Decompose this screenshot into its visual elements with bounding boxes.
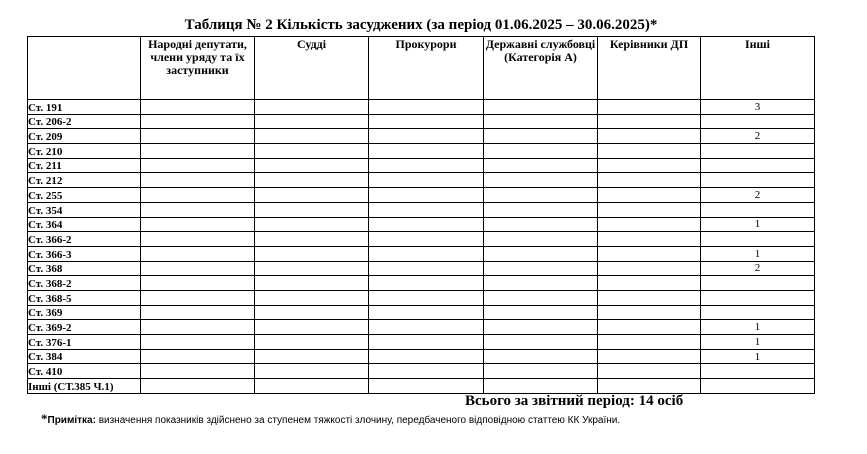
row-label: Ст. 255 xyxy=(28,188,141,203)
table-cell xyxy=(598,100,701,115)
row-label: Ст. 366-2 xyxy=(28,232,141,247)
table-cell xyxy=(141,335,255,350)
table-row xyxy=(28,158,815,173)
table-cell xyxy=(369,217,484,232)
table-cell xyxy=(484,261,598,276)
table-cell xyxy=(255,261,369,276)
table-cell xyxy=(255,144,369,159)
table-cell xyxy=(255,217,369,232)
table-cell xyxy=(598,305,701,320)
table-row xyxy=(28,100,815,115)
row-label: Ст. 369 xyxy=(28,305,141,320)
table-cell xyxy=(255,335,369,350)
table-cell xyxy=(255,305,369,320)
table-cell xyxy=(484,173,598,188)
table-cell: 2 xyxy=(701,129,815,144)
row-label: Ст. 410 xyxy=(28,364,141,379)
table-row xyxy=(28,144,815,159)
table-cell xyxy=(701,202,815,217)
table-cell xyxy=(255,290,369,305)
table-row xyxy=(28,364,815,379)
table-row xyxy=(28,305,815,320)
footnote xyxy=(41,412,620,428)
table-cell xyxy=(484,276,598,291)
row-label: Ст. 368-5 xyxy=(28,290,141,305)
table-cell xyxy=(141,100,255,115)
table-cell xyxy=(255,158,369,173)
row-label: Ст. 364 xyxy=(28,217,141,232)
table-cell xyxy=(255,188,369,203)
table-cell: 3 xyxy=(701,100,815,115)
table-cell xyxy=(598,114,701,129)
table-cell xyxy=(255,232,369,247)
row-label: Інші (СТ.385 Ч.1) xyxy=(28,379,141,394)
table-cell xyxy=(141,290,255,305)
table-cell xyxy=(255,276,369,291)
table-cell xyxy=(598,144,701,159)
table-row xyxy=(28,276,815,291)
table-cell xyxy=(484,202,598,217)
table-cell xyxy=(369,188,484,203)
table-row xyxy=(28,379,815,394)
table-cell xyxy=(701,158,815,173)
table-cell xyxy=(701,276,815,291)
table-cell xyxy=(484,232,598,247)
table-cell xyxy=(369,129,484,144)
table-cell xyxy=(484,246,598,261)
table-cell xyxy=(701,144,815,159)
convictions-table xyxy=(27,36,815,394)
table-cell xyxy=(255,320,369,335)
table-cell xyxy=(369,246,484,261)
table-cell xyxy=(484,114,598,129)
table-cell xyxy=(369,320,484,335)
column-header: Народні депутати, члени уряду та їх заступники xyxy=(141,37,255,100)
row-label: Ст. 369-2 xyxy=(28,320,141,335)
table-cell xyxy=(484,305,598,320)
table-cell xyxy=(598,232,701,247)
table-cell xyxy=(255,246,369,261)
table-cell xyxy=(369,202,484,217)
column-header: Інші xyxy=(701,37,815,100)
table-cell xyxy=(598,349,701,364)
table-cell xyxy=(701,232,815,247)
column-header: Судді xyxy=(255,37,369,100)
table-cell xyxy=(484,217,598,232)
row-label: Ст. 354 xyxy=(28,202,141,217)
table-cell xyxy=(255,173,369,188)
table-cell xyxy=(141,217,255,232)
table-title: Таблиця № 2 Кількість засуджених (за період 01.06.2025 – 30.06.2025)* xyxy=(184,17,658,33)
table-cell xyxy=(701,379,815,394)
footnote-label: Примітка: xyxy=(47,415,96,426)
column-header: Керівники ДП xyxy=(598,37,701,100)
row-label: Ст. 366-3 xyxy=(28,246,141,261)
table-cell xyxy=(598,320,701,335)
table-cell xyxy=(255,129,369,144)
table-cell xyxy=(598,261,701,276)
table-row xyxy=(28,335,815,350)
table-cell xyxy=(369,173,484,188)
row-label: Ст. 384 xyxy=(28,349,141,364)
table-cell xyxy=(141,320,255,335)
row-label: Ст. 206-2 xyxy=(28,114,141,129)
column-header: Державні службовці (Категорія А) xyxy=(484,37,598,100)
table-cell xyxy=(369,144,484,159)
table-row xyxy=(28,349,815,364)
table-cell xyxy=(598,335,701,350)
table-cell xyxy=(255,379,369,394)
row-label: Ст. 376-1 xyxy=(28,335,141,350)
table-row xyxy=(28,246,815,261)
table-cell xyxy=(598,276,701,291)
table-cell xyxy=(255,364,369,379)
table-row xyxy=(28,290,815,305)
table-cell xyxy=(598,188,701,203)
row-label: Ст. 209 xyxy=(28,129,141,144)
table-header-row xyxy=(28,37,815,100)
table-cell xyxy=(141,144,255,159)
table-cell xyxy=(141,246,255,261)
table-row xyxy=(28,173,815,188)
table-cell xyxy=(369,158,484,173)
row-label: Ст. 210 xyxy=(28,144,141,159)
table-cell: 1 xyxy=(701,349,815,364)
table-cell xyxy=(255,202,369,217)
table-cell xyxy=(484,100,598,115)
table-row xyxy=(28,188,815,203)
row-label: Ст. 191 xyxy=(28,100,141,115)
table-cell xyxy=(701,305,815,320)
table-cell xyxy=(141,173,255,188)
table-cell xyxy=(141,364,255,379)
table-cell xyxy=(484,349,598,364)
table-cell xyxy=(369,114,484,129)
table-cell xyxy=(369,232,484,247)
table-cell xyxy=(369,335,484,350)
footnote-text: визначення показників здійснено за ступенем тяжкості злочину, передбаченого відповідною статтею КК України. xyxy=(95,415,621,426)
table-cell xyxy=(484,129,598,144)
table-cell: 1 xyxy=(701,246,815,261)
row-label: Ст. 368-2 xyxy=(28,276,141,291)
table-cell xyxy=(598,364,701,379)
table-cell xyxy=(598,158,701,173)
table-row xyxy=(28,232,815,247)
table-cell xyxy=(141,349,255,364)
table-cell xyxy=(484,335,598,350)
row-label: Ст. 368 xyxy=(28,261,141,276)
row-label: Ст. 212 xyxy=(28,173,141,188)
table-cell xyxy=(141,202,255,217)
table-cell xyxy=(598,129,701,144)
table-cell xyxy=(484,144,598,159)
table-cell: 1 xyxy=(701,335,815,350)
table-cell xyxy=(369,305,484,320)
column-header xyxy=(28,37,141,100)
table-cell xyxy=(369,290,484,305)
table-cell: 1 xyxy=(701,320,815,335)
table-cell xyxy=(141,261,255,276)
column-header: Прокурори xyxy=(369,37,484,100)
table-cell xyxy=(369,364,484,379)
table-cell xyxy=(255,114,369,129)
table-cell xyxy=(701,173,815,188)
table-cell xyxy=(484,290,598,305)
table-cell xyxy=(484,320,598,335)
table-cell xyxy=(369,261,484,276)
table-cell xyxy=(598,290,701,305)
table-cell: 2 xyxy=(701,261,815,276)
table-cell xyxy=(369,276,484,291)
table-cell xyxy=(369,100,484,115)
table-cell xyxy=(141,188,255,203)
table-cell xyxy=(484,188,598,203)
row-label: Ст. 211 xyxy=(28,158,141,173)
table-row xyxy=(28,202,815,217)
table-cell: 2 xyxy=(701,188,815,203)
table-cell xyxy=(598,173,701,188)
table-cell xyxy=(141,129,255,144)
table-cell xyxy=(141,305,255,320)
table-row xyxy=(28,217,815,232)
table-cell xyxy=(598,246,701,261)
table-cell xyxy=(141,232,255,247)
table-row xyxy=(28,114,815,129)
table-cell xyxy=(255,100,369,115)
footnote-star: * xyxy=(41,411,48,426)
table-row xyxy=(28,261,815,276)
table-cell xyxy=(701,364,815,379)
table-cell xyxy=(598,217,701,232)
table-cell xyxy=(141,379,255,394)
table-cell xyxy=(369,349,484,364)
table-cell: 1 xyxy=(701,217,815,232)
table-cell xyxy=(141,158,255,173)
table-cell xyxy=(484,364,598,379)
table-cell xyxy=(141,114,255,129)
table-cell xyxy=(255,349,369,364)
table-cell xyxy=(484,158,598,173)
table-cell xyxy=(598,202,701,217)
table-cell xyxy=(701,290,815,305)
table-cell xyxy=(141,276,255,291)
total-summary: Всього за звітний період: 14 осіб xyxy=(465,393,684,409)
table-row xyxy=(28,129,815,144)
table-row xyxy=(28,320,815,335)
table-cell xyxy=(701,114,815,129)
